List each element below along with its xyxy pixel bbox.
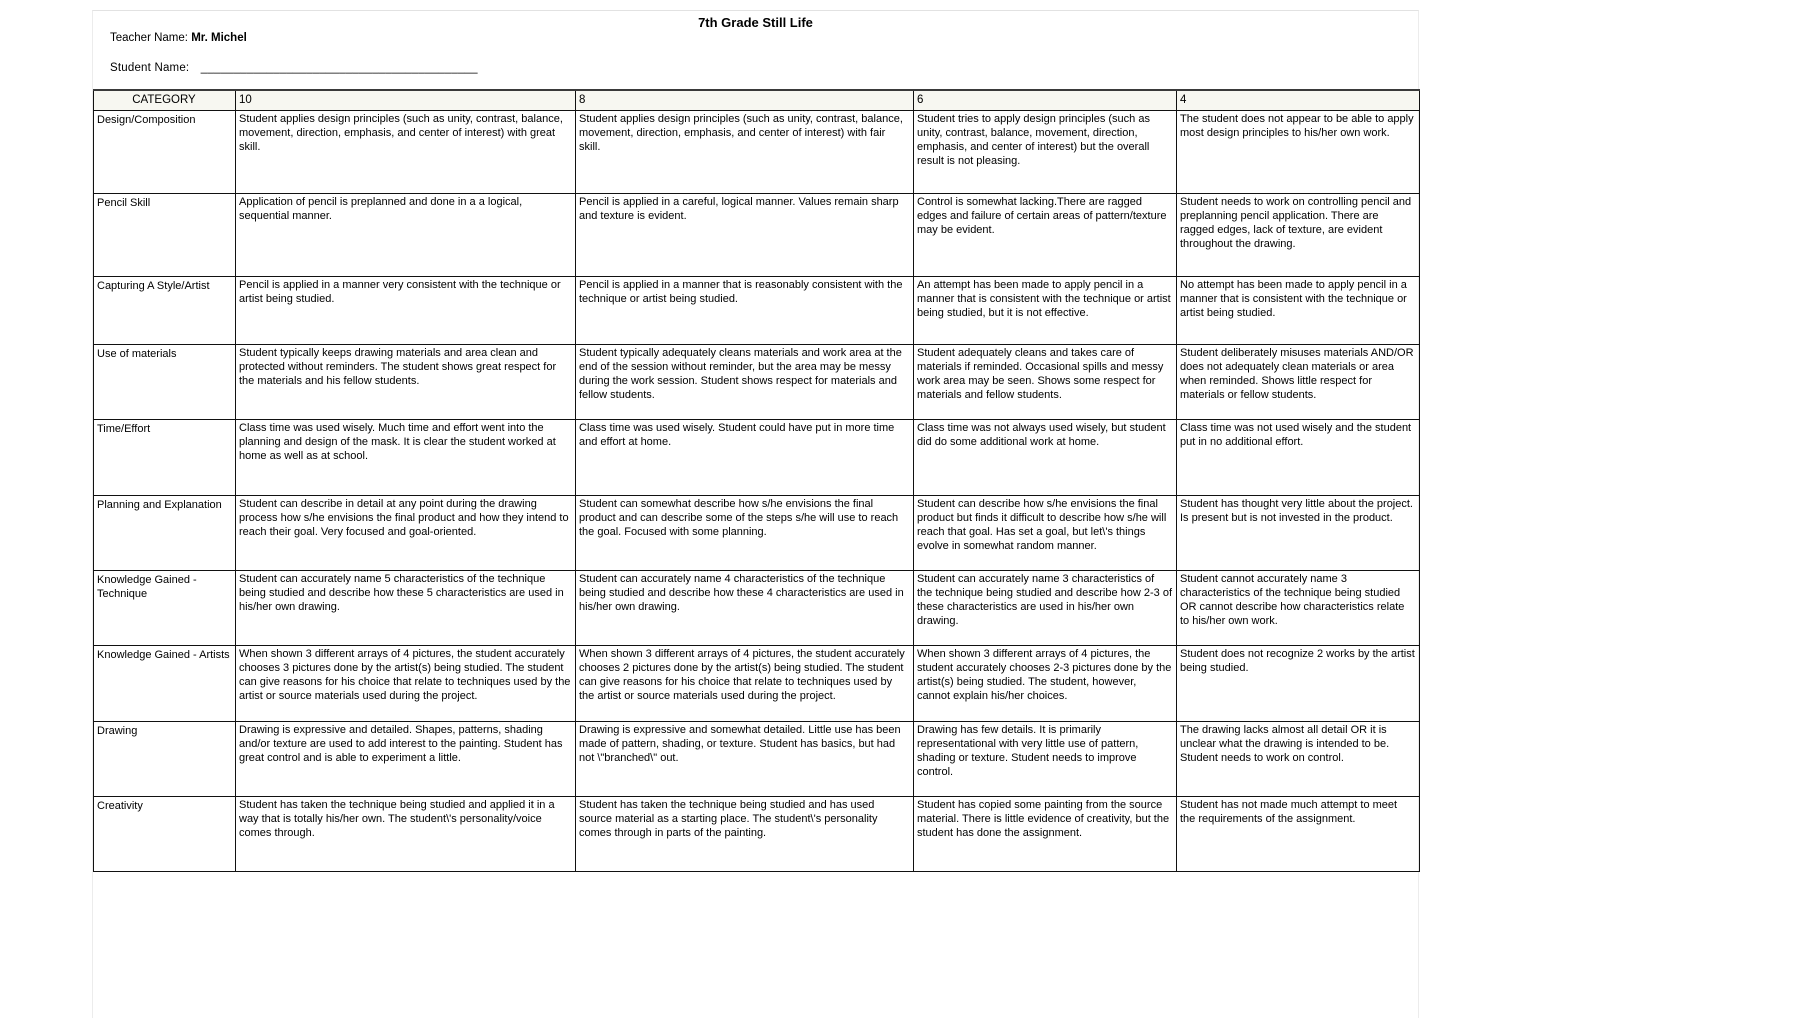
- rubric-category: Creativity: [94, 796, 236, 871]
- rubric-category: Pencil Skill: [94, 193, 236, 276]
- rubric-cell: Student typically keeps drawing materials and area clean and protected without reminders. The student shows great respect for the materials and his fellow students.: [236, 344, 576, 419]
- rubric-category: Knowledge Gained - Technique: [94, 570, 236, 645]
- rubric-cell: Class time was not always used wisely, but student did do some additional work at home.: [914, 419, 1177, 495]
- header-score-10: 10: [236, 90, 576, 110]
- rubric-cell: When shown 3 different arrays of 4 pictures, the student accurately chooses 2-3 pictures done by the artist(s) being studied. The student, however, cannot explain his/her choices.: [914, 645, 1177, 721]
- rubric-cell: Student can accurately name 3 characteristics of the technique being studied and describe how 2-3 of these characteristics are used in his/her own drawing.: [914, 570, 1177, 645]
- rubric-cell: Student can describe how s/he envisions the final product but finds it difficult to describe how s/he will reach that goal. Has set a goal, but let\'s things evolve in somewhat random manner.: [914, 495, 1177, 570]
- rubric-category: Planning and Explanation: [94, 495, 236, 570]
- rubric-category: Capturing A Style/Artist: [94, 276, 236, 344]
- table-row-design-composition: [94, 110, 1420, 193]
- rubric-cell: Application of pencil is preplanned and done in a a logical, sequential manner.: [236, 193, 576, 276]
- table-row-drawing: [94, 721, 1420, 796]
- rubric-cell: Student adequately cleans and takes care of materials if reminded. Occasional spills and messy work area may be seen. Shows some respect for materials and fellow students.: [914, 344, 1177, 419]
- table-row-time-effort: [94, 419, 1420, 495]
- table-row-creativity: [94, 796, 1420, 871]
- rubric-cell: No attempt has been made to apply pencil in a manner that is consistent with the technique or artist being studied.: [1177, 276, 1420, 344]
- rubric-cell: Pencil is applied in a manner very consistent with the technique or artist being studied.: [236, 276, 576, 344]
- rubric-cell: The student does not appear to be able to apply most design principles to his/her own work.: [1177, 110, 1420, 193]
- rubric-cell: Pencil is applied in a careful, logical manner. Values remain sharp and texture is evident.: [576, 193, 914, 276]
- teacher-name-line: [110, 32, 247, 44]
- table-row-capturing-style: [94, 276, 1420, 344]
- rubric-cell: Student applies design principles (such as unity, contrast, balance, movement, direction, emphasis, and center of interest) with great skill.: [236, 110, 576, 193]
- table-row-use-of-materials: [94, 344, 1420, 419]
- rubric-cell: Student typically adequately cleans materials and work area at the end of the session without reminder, but the area may be messy during the work session. Student shows respect for materials and fellow students.: [576, 344, 914, 419]
- rubric-cell: Student has copied some painting from the source material. There is little evidence of creativity, but the student has done the assignment.: [914, 796, 1177, 871]
- rubric-category: Knowledge Gained - Artists: [94, 645, 236, 721]
- header-row: [94, 90, 1420, 110]
- rubric-cell: Student tries to apply design principles (such as unity, contrast, balance, movement, direction, emphasis, and center of interest) but the overall result is not pleasing.: [914, 110, 1177, 193]
- rubric-cell: Control is somewhat lacking.There are ragged edges and failure of certain areas of pattern/texture may be evident.: [914, 193, 1177, 276]
- teacher-name-value: Mr. Michel: [191, 32, 247, 44]
- rubric-cell: Student has not made much attempt to meet the requirements of the assignment.: [1177, 796, 1420, 871]
- rubric-category: Use of materials: [94, 344, 236, 419]
- student-name-blank: __________________________________________: [200, 62, 478, 74]
- teacher-name-label: Teacher Name:: [110, 32, 188, 44]
- rubric-cell: Student can somewhat describe how s/he envisions the final product and can describe some of the steps s/he will use to reach the goal. Focused with some planning.: [576, 495, 914, 570]
- rubric-cell: Student has taken the technique being studied and applied it in a way that is totally his/her own. The student\'s personality/voice comes through.: [236, 796, 576, 871]
- rubric-cell: Class time was used wisely. Student could have put in more time and effort at home.: [576, 419, 914, 495]
- rubric-cell: Student has thought very little about the project. Is present but is not invested in the product.: [1177, 495, 1420, 570]
- rubric-table: [93, 89, 1420, 872]
- table-row-planning-explanation: [94, 495, 1420, 570]
- student-name-line: [110, 62, 478, 74]
- table-row-knowledge-technique: [94, 570, 1420, 645]
- rubric-cell: Class time was not used wisely and the student put in no additional effort.: [1177, 419, 1420, 495]
- rubric-cell: Pencil is applied in a manner that is reasonably consistent with the technique or artist being studied.: [576, 276, 914, 344]
- rubric-cell: Student can accurately name 5 characteristics of the technique being studied and describe how these 5 characteristics are used in his/her own drawing.: [236, 570, 576, 645]
- header-score-6: 6: [914, 90, 1177, 110]
- rubric-cell: Student can describe in detail at any point during the drawing process how s/he envisions the final product and how they intend to reach their goal. Very focused and goal-oriented.: [236, 495, 576, 570]
- rubric-cell: Drawing is expressive and somewhat detailed. Little use has been made of pattern, shading, or texture. Student has basics, but had not \"branched\" out.: [576, 721, 914, 796]
- rubric-cell: Student applies design principles (such as unity, contrast, balance, movement, direction, emphasis, and center of interest) with fair skill.: [576, 110, 914, 193]
- rubric-cell: Student cannot accurately name 3 characteristics of the technique being studied OR cannot describe how characteristics relate to his/her own work.: [1177, 570, 1420, 645]
- rubric-cell: Drawing has few details. It is primarily representational with very little use of pattern, shading or texture. Student needs to improve control.: [914, 721, 1177, 796]
- rubric-category: Design/Composition: [94, 110, 236, 193]
- rubric-cell: Student does not recognize 2 works by the artist being studied.: [1177, 645, 1420, 721]
- document-page: [92, 10, 1419, 1018]
- rubric-cell: Student needs to work on controlling pencil and preplanning pencil application. There are ragged edges, lack of texture, are evident throughout the drawing.: [1177, 193, 1420, 276]
- rubric-cell: Student has taken the technique being studied and has used source material as a starting place. The student\'s personality comes through in parts of the painting.: [576, 796, 914, 871]
- header-score-4: 4: [1177, 90, 1420, 110]
- table-row-pencil-skill: [94, 193, 1420, 276]
- header-score-8: 8: [576, 90, 914, 110]
- rubric-cell: An attempt has been made to apply pencil in a manner that is consistent with the technique or artist being studied, but it is not effective.: [914, 276, 1177, 344]
- page-title: 7th Grade Still Life: [698, 15, 813, 30]
- table-row-knowledge-artists: [94, 645, 1420, 721]
- rubric-category: Time/Effort: [94, 419, 236, 495]
- rubric-cell: Class time was used wisely. Much time and effort went into the planning and design of the mask. It is clear the student worked at home as well as at school.: [236, 419, 576, 495]
- rubric-cell: When shown 3 different arrays of 4 pictures, the student accurately chooses 2 pictures done by the artist(s) being studied. The student can give reasons for his choice that relate to techniques used by the artist or source materials used during the project.: [576, 645, 914, 721]
- rubric-cell: Drawing is expressive and detailed. Shapes, patterns, shading and/or texture are used to add interest to the painting. Student has great control and is able to experiment a little.: [236, 721, 576, 796]
- student-name-label: Student Name:: [110, 62, 190, 74]
- rubric-cell: Student can accurately name 4 characteristics of the technique being studied and describe how these 4 characteristics are used in his/her own drawing.: [576, 570, 914, 645]
- rubric-category: Drawing: [94, 721, 236, 796]
- rubric-cell: When shown 3 different arrays of 4 pictures, the student accurately chooses 3 pictures done by the artist(s) being studied. The student can give reasons for his choice that relate to techniques used by the artist or source materials used during the project.: [236, 645, 576, 721]
- rubric-cell: Student deliberately misuses materials AND/OR does not adequately clean materials or area when reminded. Shows little respect for materials or fellow students.: [1177, 344, 1420, 419]
- header-category: CATEGORY: [94, 90, 236, 110]
- rubric-cell: The drawing lacks almost all detail OR it is unclear what the drawing is intended to be. Student needs to work on control.: [1177, 721, 1420, 796]
